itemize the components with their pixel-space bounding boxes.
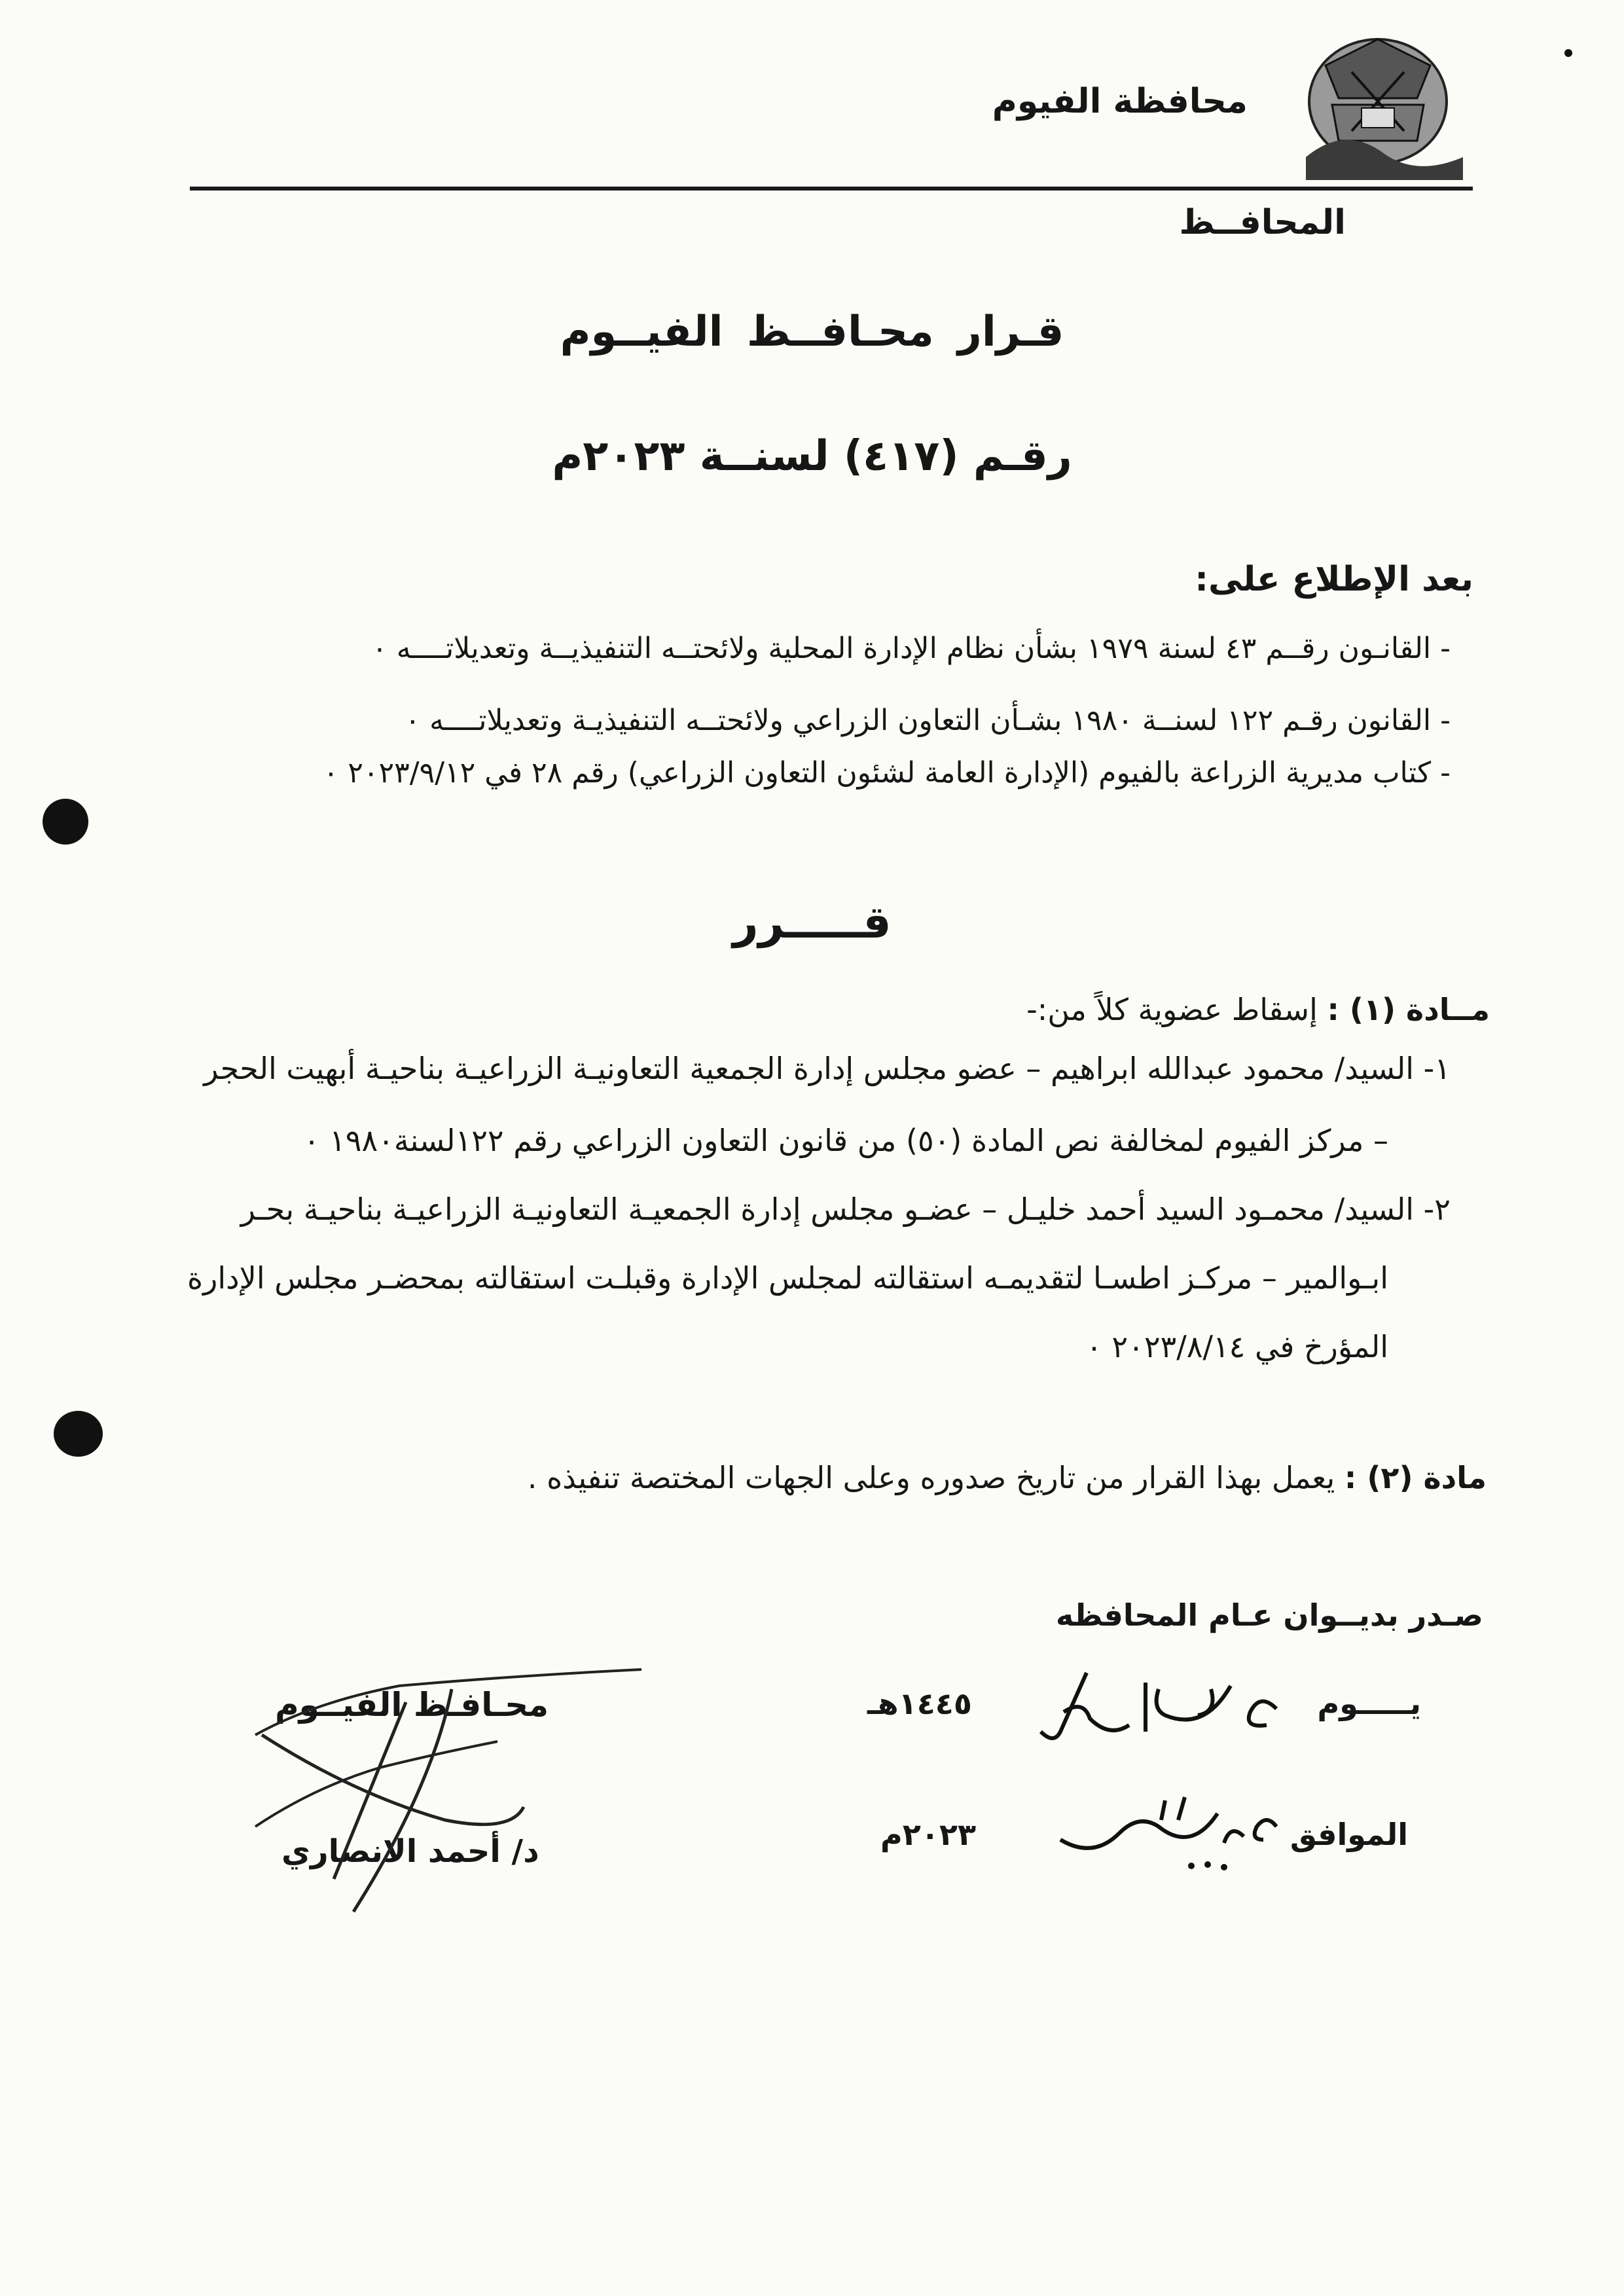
corresponding-label: الموافق xyxy=(1290,1817,1408,1852)
article-1 xyxy=(1026,992,1490,1027)
article-1-item-1-line: ١- السيد/ محمود عبدالله ابراهيم – عضو مجلس إدارة الجمعية التعاونيـة الزراعيـة بناحيـة أبهيت الحجر xyxy=(204,1051,1451,1086)
preamble-item: - القانون رقـم ١٢٢ لسنــة ١٩٨٠ بشـأن التعاون الزراعي ولائحتــه التنفيذيـة وتعديلاتــــه ٠ xyxy=(405,704,1451,737)
hijri-year: ١٤٤٥هـ xyxy=(867,1686,972,1721)
article-1-text: إسقاط عضوية كلاً من:- xyxy=(1026,992,1318,1027)
article-1-label: مــادة (١) : xyxy=(1327,992,1490,1027)
article-1-item-2-line: ابـوالمير – مركـز اطسـا لتقديمـه استقالته لمجلس الإدارة وقبلـت استقالته بمحضـر مجلس الإدارة xyxy=(187,1260,1388,1296)
handwritten-gregorian-date xyxy=(1054,1787,1296,1886)
preamble-heading: بعد الإطلاع على: xyxy=(1195,560,1473,599)
governorate-name: محافظة الفيوم xyxy=(992,82,1248,121)
preamble-item: - القانـون رقــم ٤٣ لسنة ١٩٧٩ بشأن نظام الإدارة المحلية ولائحتــه التنفيذيــة وتعديلاتــــه ٠ xyxy=(372,632,1451,665)
signatory-name: د/ أحمد الانصاري xyxy=(281,1833,539,1870)
issuing-office: المحافــظ xyxy=(1179,203,1346,242)
punch-hole-mark xyxy=(54,1411,103,1457)
gregorian-year: ٢٠٢٣م xyxy=(880,1817,977,1852)
preamble-item: - كتاب مديرية الزراعة بالفيوم (الإدارة العامة لشئون التعاون الزراعي) رقم ٢٨ في ٢٠٢٣/٩/١٢ ٠ xyxy=(323,756,1451,790)
article-2-label: مادة (٢) : xyxy=(1344,1460,1487,1495)
scan-speck xyxy=(1564,49,1572,57)
decree-title: قـرار محـافــظ الفيــوم xyxy=(560,308,1064,356)
punch-hole-mark xyxy=(43,799,88,845)
signatory-title: محـافـظ الفيــوم xyxy=(275,1686,549,1724)
article-1-item-1-line: – مركز الفيوم لمخالفة نص المادة (٥٠) من قانون التعاون الزراعي رقم ١٢٢لسنة١٩٨٠ ٠ xyxy=(303,1123,1388,1158)
article-2 xyxy=(528,1460,1487,1495)
day-label: يـــــوم xyxy=(1317,1686,1421,1721)
article-1-item-2-line: المؤرخ في ٢٠٢٣/٨/١٤ ٠ xyxy=(1086,1329,1388,1364)
decree-number: رقـم (٤١٧) لسنــة ٢٠٢٣م xyxy=(552,432,1072,481)
governorate-emblem xyxy=(1286,26,1470,190)
issued-at: صـدر بديــوان عـام المحافظه xyxy=(1056,1597,1483,1633)
article-2-text: يعمل بهذا القرار من تاريخ صدوره وعلى الجهات المختصة تنفيذه . xyxy=(527,1460,1335,1495)
decision-heading: قـــــرر xyxy=(732,897,892,949)
article-1-item-2-line: ٢- السيد/ محمـود السيد أحمد خليـل – عضـو مجلس إدارة الجمعيـة التعاونيـة الزراعيـة بناحيـة بحـر xyxy=(240,1192,1451,1227)
header-divider xyxy=(190,187,1473,191)
handwritten-hijri-date xyxy=(1034,1660,1309,1758)
